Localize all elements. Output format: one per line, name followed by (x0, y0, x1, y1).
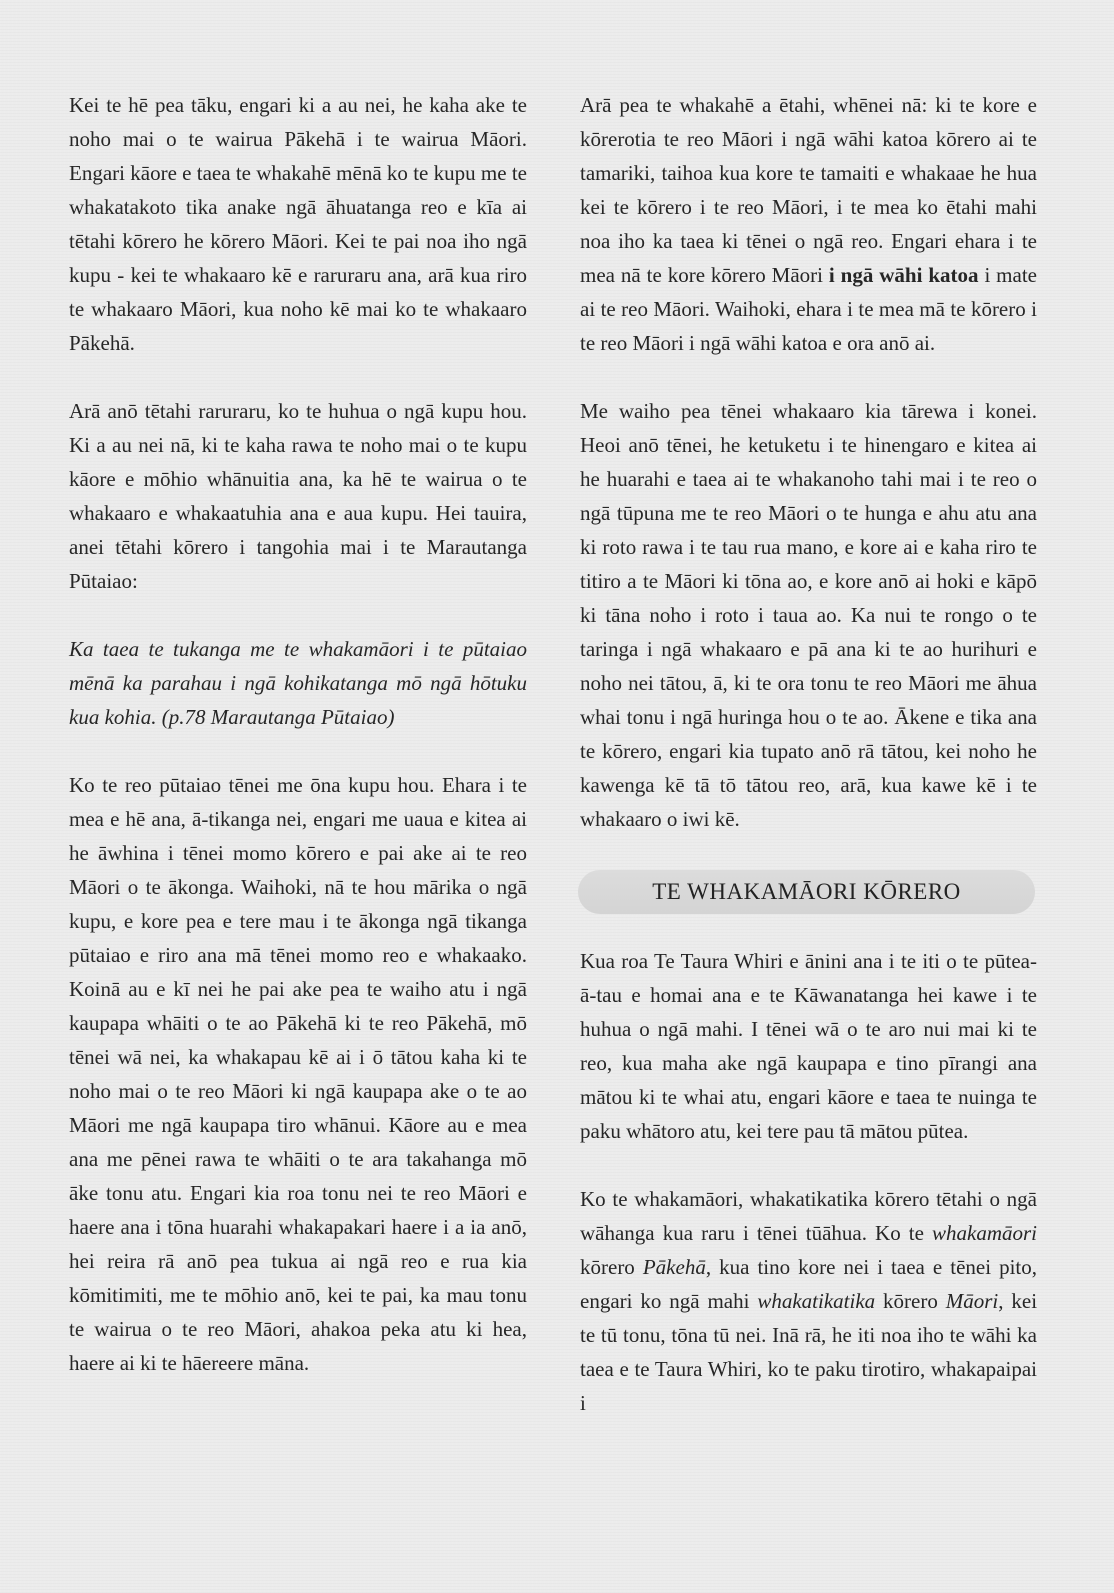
text-run: kōrero (580, 1255, 635, 1279)
paragraph: Arā anō tētahi raruraru, ko te huhua o ngā kupu hou. Ki a au nei nā, ki te kaha rawa te noho mai o te kupu kāore e mōhio whānuitia ana, ka hē te wairua o te whakaaro e whakaatuhia ana e aua kupu. Hei tauira, anei tētahi kōrero i tangohia mai i te Marautanga Pūtaiao: (69, 399, 527, 593)
paragraph: Ko te reo pūtaiao tēnei me ōna kupu hou. Ehara i te mea e hē ana, ā-tikanga nei, engari me uaua e kitea ai he āwhina i tēnei momo kōrero e pai ake ai te reo Māori o te ākonga. Waihoki, nā te hou mārika o ngā kupu, e kore pea e tere mau i te ākonga ngā tikanga pūtaiao e riro ana mā tēnei momo reo e whakaako. Koinā au e kī nei he pai ake pea te waiho atu i ngā kaupapa whāiti o te ao Pākehā ki te reo Pākehā, mō tēnei wā nei, ka whakapau kē ai i ō tātou kaha ki te noho mai o te reo Māori ki ngā kaupapa ake o te ao Māori me ngā kaupapa tiro whānui. Kāore au e mea ana me pēnei rawa te whāiti o te ara takahanga mō āke tonu atu. Engari kia roa tonu nei te reo Māori e haere ana i tōna huarahi whakapakari haere i a ia anō, hei reira rā anō pea tukua ai ngā reo e rua kia kōmitimiti, me te mōhio anō, kei te pai, ka mau tonu te wairua o te reo Māori, ahakoa peka atu ki hea, haere ai ki te hāereere māna. (69, 773, 527, 1375)
paragraph: Kua roa Te Taura Whiri e ānini ana i te iti o te pūtea-ā-tau e homai ana e te Kāwanatanga hei kawe i te huhua o ngā mahi. I tēnei wā o te aro nui mai ki te reo, kua maha ake ngā kaupapa e tino pīrangi ana mātou ki te whai atu, engari kāore e taea te nuinga te paku whātoro atu, kei tere pau tā mātou pūtea. (580, 949, 1037, 1143)
italic-term: Pākehā (642, 1255, 706, 1279)
left-column (69, 88, 527, 1414)
text-run: , kei te tū tonu, tōna tū nei. Inā rā, he iti noa iho te wāhi ka taea e te Taura Whiri, ko te paku tirotiro, whakapaipai i (580, 1289, 1038, 1415)
text-run: , kua tino kore nei i taea e tēnei pito, engari ko ngā mahi (580, 1255, 1037, 1313)
paragraph (580, 88, 1037, 360)
bold-emphasis: i ngā wāhi katoa (828, 263, 979, 287)
section-heading: TE WHAKAMĀORI KŌRERO (652, 879, 961, 904)
italic-term: Māori (945, 1289, 999, 1313)
paragraph (580, 1182, 1037, 1420)
text-run: Arā pea te whakahē a ētahi, whēnei nā: ki te kore e kōrerotia te reo Māori i ngā wāhi katoa kōrero ai te tamariki, taihoa kua kore te tamaiti e whakaae he hua kei te kōrero i te reo Māori, i te mea ko ētahi mahi noa iho ka taea ki tēnei o ngā reo. Engari ehara i te mea nā te kore kōrero Māori (580, 93, 1037, 287)
text-run: kōrero (883, 1289, 938, 1313)
text-run: i mate ai te reo Māori. Waihoki, ehara i te mea mā te kōrero i te reo Māori i ngā wāhi katoa e ora anō ai. (580, 263, 1037, 355)
italic-term: whakamāori (932, 1221, 1038, 1245)
italic-quotation: Ka taea te tukanga me te whakamāori i te pūtaiao mēnā ka parahau i ngā kohikatanga mō ngā hōtuku kua kohia. (p.78 Marautanga Pūtaiao) (69, 637, 527, 729)
text-run: Ko te whakamāori, whakatikatika kōrero tētahi o ngā wāhanga kua raru i tēnei tūāhua. Ko te (580, 1187, 1037, 1245)
right-column (580, 88, 1037, 1454)
section-heading-band (578, 870, 1037, 916)
paragraph: Kei te hē pea tāku, engari ki a au nei, he kaha ake te noho mai o te wairua Pākehā i te wairua Māori. Engari kāore e taea te whakahē mēnā ko te kupu me te whakatakoto tika anake ngā āhuatanga reo e kīa ai tētahi kōrero he kōrero Māori. Kei te pai noa iho ngā kupu - kei te whakaaro kē e raruraru ana, arā kua riro te whakaaro Māori, kua noho kē mai ko te whakaaro Pākehā. (69, 93, 527, 355)
italic-term: whakatikatika (757, 1289, 876, 1313)
paragraph: Me waiho pea tēnei whakaaro kia tārewa i konei. Heoi anō tēnei, he ketuketu i te hinengaro e kitea ai he huarahi e taea ai te whakanoho tahi mai i te reo o ngā tūpuna me te reo Māori o te hunga e ahu atu ana ki roto rawa i te tau rua mano, e kore ai e kaha riro te titiro a te Māori ki tōna ao, e kore anō ai hoki e kāpō ki tāna noho i roto i taua ao. Ka nui te rongo o te taringa i ngā whakaaro e pā ana ki te ao hurihuri e noho nei tātou, ā, ki te ora tonu te reo Māori me āhua whai tonu i ngā huringa hou o te ao. Ākene e tika ana te kōrero, engari kia tupato anō rā tātou, kei noho he kawenga kē tā tō tātou reo, arā, kua kawe kē i te whakaaro o iwi kē. (580, 399, 1037, 831)
